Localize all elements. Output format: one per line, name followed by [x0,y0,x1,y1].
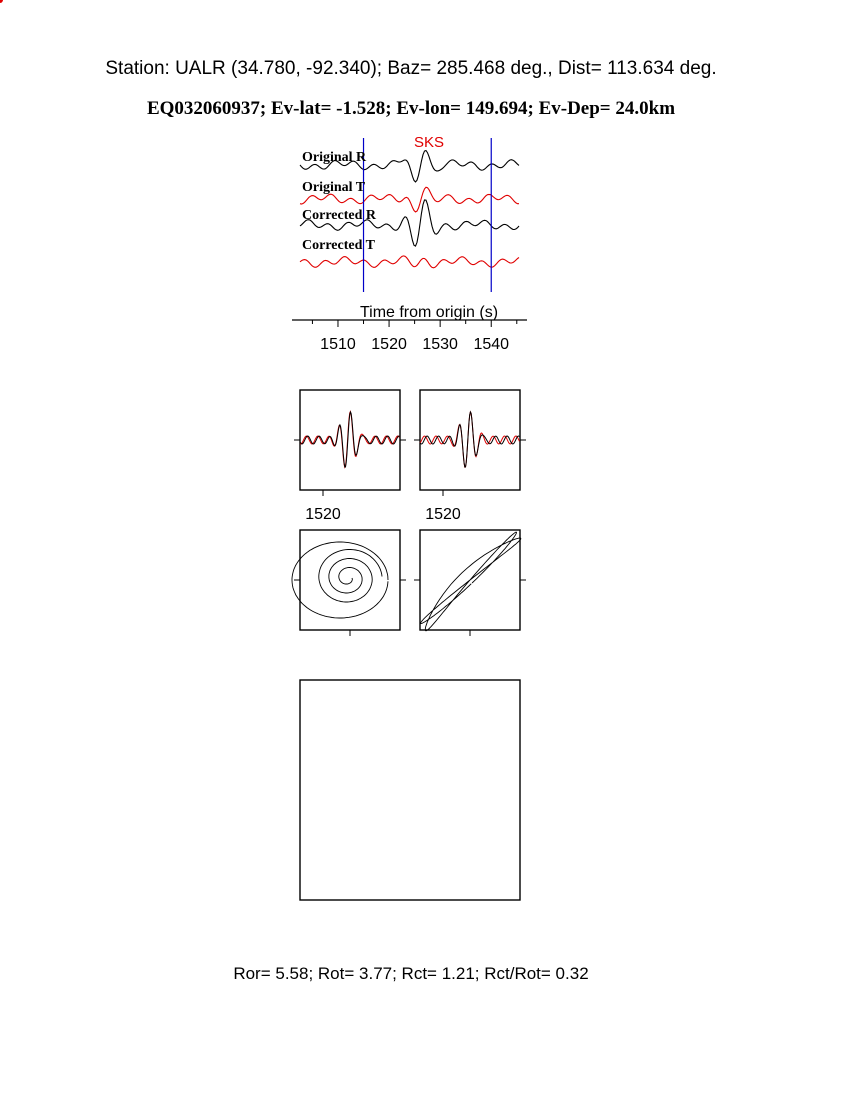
trace-label-original-r: Original R [302,150,367,165]
energy-ratios: Ror= 5.58; Rot= 3.77; Rct= 1.21; Rct/Rot= 0.32 [233,964,589,983]
particle-motion-panel [292,530,526,636]
trace-label-corrected-r: Corrected R [302,208,376,223]
overlay-tick-label-right: 1520 [425,506,461,523]
station-info: Station: UALR (34.780, -92.340); Baz= 285.468 deg., Dist= 113.634 deg. [105,58,717,79]
particle-motion-inner [319,550,382,603]
waveform-overlay-panel [294,390,526,523]
event-info: EQ032060937; Ev-lat= -1.528; Ev-lon= 149.694; Ev-Dep= 24.0km [146,98,676,119]
trace-label-original-t: Original T [302,180,366,195]
time-tick-label: 1510 [320,336,356,353]
grid-search-frame [300,680,520,900]
traces-panel [292,134,527,353]
trace-label-corrected-t: Corrected T [302,238,375,253]
particle-motion-box-original [300,530,400,630]
time-tick-label: 1540 [473,336,510,353]
sks-phase-label: SKS [414,134,445,151]
overlay-tick-label-left: 1520 [305,506,341,523]
time-tick-label: 1530 [422,336,458,353]
time-axis-label: Time from origin (s) [359,304,499,321]
overlay-trace-radial [420,412,519,467]
time-tick-label: 1520 [371,336,407,353]
overlay-box-corrected [420,390,520,490]
trace-corrected-t [300,256,519,268]
best-fit-marker [0,0,3,3]
particle-motion-linear [421,532,521,631]
